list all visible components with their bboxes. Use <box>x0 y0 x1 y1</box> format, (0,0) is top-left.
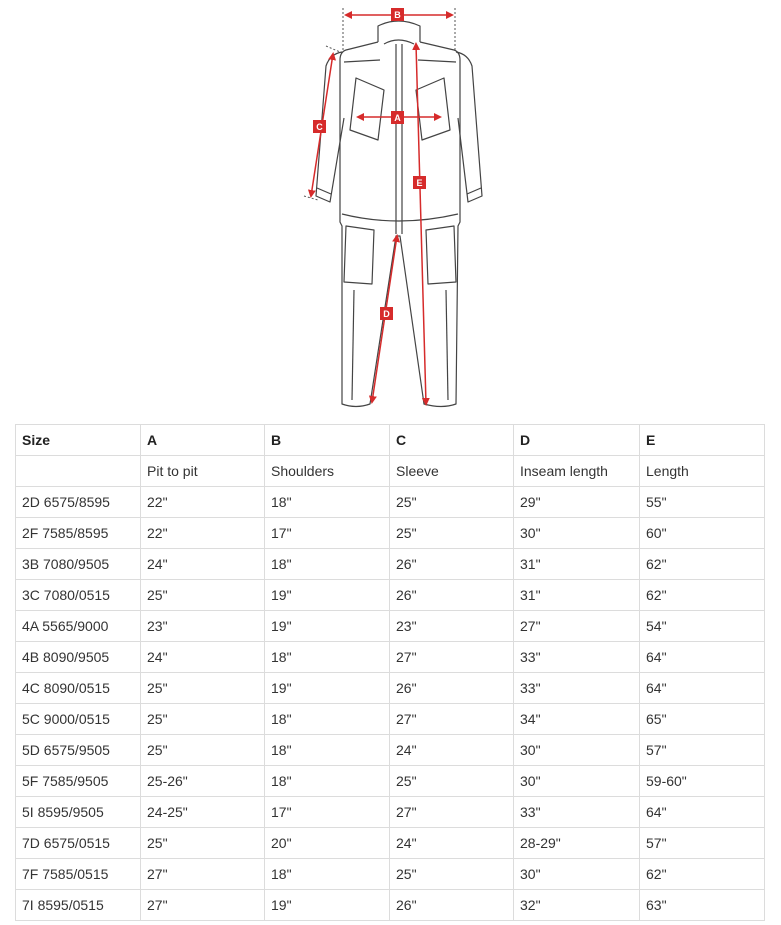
cell-e: 62" <box>640 580 765 611</box>
cell-size: 2D 6575/8595 <box>16 487 141 518</box>
subheader-d: Inseam length <box>514 456 640 487</box>
cell-c: 26" <box>390 580 514 611</box>
cell-d: 34" <box>514 704 640 735</box>
marker-d-label: D <box>383 309 390 319</box>
cell-size: 4A 5565/9000 <box>16 611 141 642</box>
cell-e: 60" <box>640 518 765 549</box>
cell-b: 18" <box>265 735 390 766</box>
cell-c: 26" <box>390 673 514 704</box>
cell-a: 24-25" <box>141 797 265 828</box>
cell-size: 7D 6575/0515 <box>16 828 141 859</box>
header-size: Size <box>16 425 141 456</box>
cell-b: 17" <box>265 797 390 828</box>
table-row <box>16 766 765 797</box>
size-chart-table <box>15 424 765 921</box>
cell-d: 30" <box>514 518 640 549</box>
cell-size: 5F 7585/9505 <box>16 766 141 797</box>
subheader-b: Shoulders <box>265 456 390 487</box>
marker-b-label: B <box>394 10 401 20</box>
cell-size: 5D 6575/9505 <box>16 735 141 766</box>
cell-d: 33" <box>514 673 640 704</box>
header-d: D <box>514 425 640 456</box>
header-a: A <box>141 425 265 456</box>
marker-c-label: C <box>316 122 323 132</box>
cell-c: 27" <box>390 642 514 673</box>
cell-c: 23" <box>390 611 514 642</box>
cell-size: 5C 9000/0515 <box>16 704 141 735</box>
cell-b: 19" <box>265 890 390 921</box>
cell-size: 2F 7585/8595 <box>16 518 141 549</box>
cell-b: 20" <box>265 828 390 859</box>
cell-e: 57" <box>640 828 765 859</box>
cell-b: 18" <box>265 549 390 580</box>
table-row <box>16 549 765 580</box>
cell-a: 24" <box>141 549 265 580</box>
table-row <box>16 704 765 735</box>
cell-d: 30" <box>514 735 640 766</box>
cell-e: 55" <box>640 487 765 518</box>
cell-e: 57" <box>640 735 765 766</box>
cell-e: 64" <box>640 797 765 828</box>
cell-d: 32" <box>514 890 640 921</box>
cell-d: 28-29" <box>514 828 640 859</box>
cell-e: 64" <box>640 673 765 704</box>
cell-e: 65" <box>640 704 765 735</box>
cell-b: 18" <box>265 487 390 518</box>
cell-c: 25" <box>390 487 514 518</box>
cell-c: 27" <box>390 704 514 735</box>
cell-a: 25-26" <box>141 766 265 797</box>
cell-d: 29" <box>514 487 640 518</box>
table-row <box>16 518 765 549</box>
subheader-e: Length <box>640 456 765 487</box>
cell-b: 18" <box>265 859 390 890</box>
marker-e-label: E <box>416 178 423 188</box>
marker-a-label: A <box>394 113 401 123</box>
cell-d: 33" <box>514 642 640 673</box>
table-row <box>16 673 765 704</box>
cell-e: 64" <box>640 642 765 673</box>
cell-c: 25" <box>390 766 514 797</box>
cell-c: 26" <box>390 549 514 580</box>
cell-a: 22" <box>141 518 265 549</box>
cell-size: 3C 7080/0515 <box>16 580 141 611</box>
cell-b: 18" <box>265 766 390 797</box>
table-body <box>16 456 765 921</box>
cell-c: 24" <box>390 828 514 859</box>
table-row <box>16 642 765 673</box>
cell-c: 25" <box>390 859 514 890</box>
cell-e: 62" <box>640 859 765 890</box>
cell-d: 33" <box>514 797 640 828</box>
cell-a: 22" <box>141 487 265 518</box>
cell-b: 17" <box>265 518 390 549</box>
coverall-diagram <box>290 0 510 415</box>
table-row <box>16 890 765 921</box>
subheader-size <box>16 456 141 487</box>
cell-a: 24" <box>141 642 265 673</box>
cell-a: 25" <box>141 828 265 859</box>
table-row <box>16 735 765 766</box>
table-row <box>16 797 765 828</box>
table-header-row <box>16 425 765 456</box>
cell-size: 3B 7080/9505 <box>16 549 141 580</box>
cell-e: 63" <box>640 890 765 921</box>
subheader-a: Pit to pit <box>141 456 265 487</box>
cell-b: 19" <box>265 673 390 704</box>
cell-a: 25" <box>141 673 265 704</box>
cell-c: 27" <box>390 797 514 828</box>
cell-a: 27" <box>141 890 265 921</box>
header-c: C <box>390 425 514 456</box>
cell-size: 5I 8595/9505 <box>16 797 141 828</box>
cell-a: 25" <box>141 735 265 766</box>
header-e: E <box>640 425 765 456</box>
cell-b: 18" <box>265 704 390 735</box>
cell-e: 54" <box>640 611 765 642</box>
table-row <box>16 828 765 859</box>
cell-size: 7I 8595/0515 <box>16 890 141 921</box>
cell-size: 4C 8090/0515 <box>16 673 141 704</box>
cell-d: 31" <box>514 549 640 580</box>
cell-d: 27" <box>514 611 640 642</box>
cell-size: 4B 8090/9505 <box>16 642 141 673</box>
cell-c: 25" <box>390 518 514 549</box>
cell-b: 19" <box>265 611 390 642</box>
cell-e: 62" <box>640 549 765 580</box>
cell-b: 19" <box>265 580 390 611</box>
cell-a: 27" <box>141 859 265 890</box>
cell-c: 26" <box>390 890 514 921</box>
coverall-outline-icon <box>290 0 510 415</box>
cell-b: 18" <box>265 642 390 673</box>
cell-a: 25" <box>141 704 265 735</box>
table-subheader-row <box>16 456 765 487</box>
cell-a: 25" <box>141 580 265 611</box>
cell-size: 7F 7585/0515 <box>16 859 141 890</box>
cell-a: 23" <box>141 611 265 642</box>
cell-d: 30" <box>514 859 640 890</box>
table-row <box>16 487 765 518</box>
header-b: B <box>265 425 390 456</box>
table-row <box>16 859 765 890</box>
cell-e: 59-60" <box>640 766 765 797</box>
table-row <box>16 580 765 611</box>
cell-d: 30" <box>514 766 640 797</box>
table-row <box>16 611 765 642</box>
cell-c: 24" <box>390 735 514 766</box>
cell-d: 31" <box>514 580 640 611</box>
subheader-c: Sleeve <box>390 456 514 487</box>
